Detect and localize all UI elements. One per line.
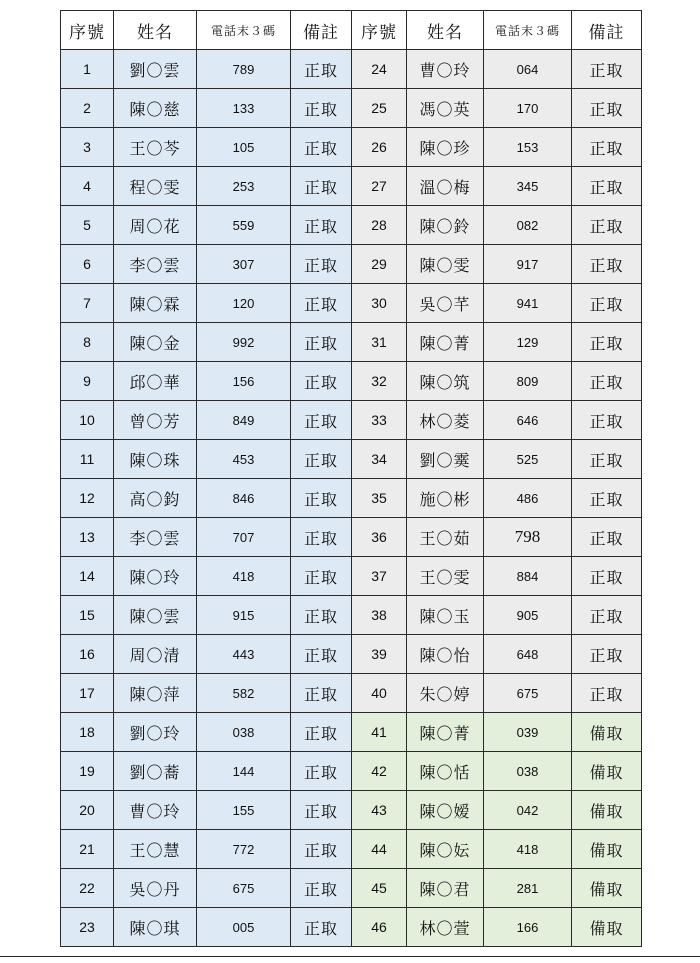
left-cell-note: 正取	[291, 557, 352, 596]
right-cell-phone: 648	[484, 635, 572, 674]
right-cell-note: 正取	[572, 557, 642, 596]
left-cell-name: 高〇鈞	[114, 479, 197, 518]
left-cell-note: 正取	[291, 440, 352, 479]
header-note-left: 備註	[291, 11, 352, 50]
left-cell-no: 11	[61, 440, 114, 479]
right-cell-name: 曹〇玲	[407, 50, 484, 89]
right-cell-name: 陳〇筑	[407, 362, 484, 401]
left-cell-no: 10	[61, 401, 114, 440]
left-cell-no: 15	[61, 596, 114, 635]
admission-list-table	[60, 10, 642, 947]
header-name-right: 姓名	[407, 11, 484, 50]
left-cell-note: 正取	[291, 596, 352, 635]
right-cell-phone: 039	[484, 713, 572, 752]
left-cell-name: 陳〇玲	[114, 557, 197, 596]
table-row	[61, 362, 642, 401]
left-cell-no: 14	[61, 557, 114, 596]
right-cell-no: 45	[352, 869, 407, 908]
right-cell-no: 32	[352, 362, 407, 401]
right-cell-no: 42	[352, 752, 407, 791]
table-row	[61, 245, 642, 284]
left-cell-name: 邱〇華	[114, 362, 197, 401]
right-cell-name: 陳〇恬	[407, 752, 484, 791]
left-cell-name: 陳〇霖	[114, 284, 197, 323]
left-cell-note: 正取	[291, 518, 352, 557]
right-cell-name: 陳〇菁	[407, 713, 484, 752]
left-cell-note: 正取	[291, 908, 352, 947]
left-cell-no: 17	[61, 674, 114, 713]
left-cell-note: 正取	[291, 167, 352, 206]
right-cell-note: 備取	[572, 752, 642, 791]
right-cell-phone: 809	[484, 362, 572, 401]
right-cell-note: 正取	[572, 518, 642, 557]
right-cell-name: 溫〇梅	[407, 167, 484, 206]
right-cell-note: 正取	[572, 128, 642, 167]
right-cell-phone: 525	[484, 440, 572, 479]
left-cell-name: 陳〇珠	[114, 440, 197, 479]
left-cell-name: 陳〇萍	[114, 674, 197, 713]
left-cell-phone: 253	[197, 167, 291, 206]
right-cell-name: 陳〇君	[407, 869, 484, 908]
right-cell-name: 陳〇菁	[407, 323, 484, 362]
right-cell-note: 備取	[572, 869, 642, 908]
left-cell-phone: 307	[197, 245, 291, 284]
right-cell-note: 正取	[572, 635, 642, 674]
left-cell-phone: 453	[197, 440, 291, 479]
left-cell-note: 正取	[291, 206, 352, 245]
right-cell-name: 王〇雯	[407, 557, 484, 596]
left-cell-no: 12	[61, 479, 114, 518]
right-cell-note: 正取	[572, 674, 642, 713]
right-cell-name: 王〇茹	[407, 518, 484, 557]
table-row	[61, 869, 642, 908]
table-row	[61, 128, 642, 167]
table-row	[61, 713, 642, 752]
table-row	[61, 50, 642, 89]
left-cell-phone: 418	[197, 557, 291, 596]
right-cell-note: 正取	[572, 323, 642, 362]
left-cell-phone: 133	[197, 89, 291, 128]
right-cell-name: 陳〇雯	[407, 245, 484, 284]
left-cell-phone: 707	[197, 518, 291, 557]
right-cell-note: 正取	[572, 50, 642, 89]
right-cell-note: 正取	[572, 596, 642, 635]
right-cell-no: 40	[352, 674, 407, 713]
left-cell-name: 李〇雲	[114, 518, 197, 557]
right-cell-note: 正取	[572, 284, 642, 323]
right-cell-no: 37	[352, 557, 407, 596]
left-cell-phone: 849	[197, 401, 291, 440]
left-cell-name: 李〇雲	[114, 245, 197, 284]
table-row	[61, 401, 642, 440]
left-cell-name: 周〇清	[114, 635, 197, 674]
right-cell-no: 46	[352, 908, 407, 947]
right-cell-no: 41	[352, 713, 407, 752]
table-row	[61, 557, 642, 596]
table-row	[61, 635, 642, 674]
right-cell-name: 陳〇珍	[407, 128, 484, 167]
table-row	[61, 791, 642, 830]
right-cell-note: 正取	[572, 479, 642, 518]
table-row	[61, 518, 642, 557]
left-cell-note: 正取	[291, 791, 352, 830]
table-row	[61, 206, 642, 245]
left-cell-name: 曹〇玲	[114, 791, 197, 830]
right-cell-no: 35	[352, 479, 407, 518]
left-cell-no: 2	[61, 89, 114, 128]
right-cell-name: 陳〇怡	[407, 635, 484, 674]
left-cell-no: 21	[61, 830, 114, 869]
right-cell-name: 劉〇霙	[407, 440, 484, 479]
left-cell-no: 16	[61, 635, 114, 674]
left-cell-phone: 120	[197, 284, 291, 323]
left-cell-phone: 144	[197, 752, 291, 791]
right-cell-note: 正取	[572, 440, 642, 479]
left-cell-name: 程〇雯	[114, 167, 197, 206]
left-cell-phone: 582	[197, 674, 291, 713]
right-cell-no: 28	[352, 206, 407, 245]
right-cell-name: 陳〇玉	[407, 596, 484, 635]
left-cell-no: 18	[61, 713, 114, 752]
table-row	[61, 674, 642, 713]
left-cell-note: 正取	[291, 362, 352, 401]
admission-list-table-container	[60, 10, 641, 947]
right-cell-phone: 129	[484, 323, 572, 362]
right-cell-no: 30	[352, 284, 407, 323]
right-cell-note: 備取	[572, 791, 642, 830]
left-cell-name: 王〇芩	[114, 128, 197, 167]
table-row	[61, 167, 642, 206]
right-cell-note: 備取	[572, 713, 642, 752]
left-cell-note: 正取	[291, 674, 352, 713]
table-row	[61, 752, 642, 791]
table-row	[61, 596, 642, 635]
table-row	[61, 440, 642, 479]
left-cell-phone: 105	[197, 128, 291, 167]
left-cell-note: 正取	[291, 245, 352, 284]
left-cell-note: 正取	[291, 869, 352, 908]
header-phone-left: 電話末３碼	[197, 11, 291, 50]
left-cell-name: 吳〇丹	[114, 869, 197, 908]
left-cell-name: 周〇花	[114, 206, 197, 245]
left-cell-no: 5	[61, 206, 114, 245]
table-row	[61, 479, 642, 518]
right-cell-name: 馮〇英	[407, 89, 484, 128]
left-cell-note: 正取	[291, 50, 352, 89]
left-cell-no: 3	[61, 128, 114, 167]
left-cell-note: 正取	[291, 830, 352, 869]
right-cell-no: 33	[352, 401, 407, 440]
right-cell-phone: 170	[484, 89, 572, 128]
left-cell-phone: 038	[197, 713, 291, 752]
right-cell-no: 38	[352, 596, 407, 635]
left-cell-no: 20	[61, 791, 114, 830]
left-cell-no: 6	[61, 245, 114, 284]
right-cell-note: 備取	[572, 830, 642, 869]
left-cell-phone: 443	[197, 635, 291, 674]
right-cell-name: 吳〇芊	[407, 284, 484, 323]
left-cell-name: 劉〇玲	[114, 713, 197, 752]
left-cell-phone: 992	[197, 323, 291, 362]
left-cell-no: 23	[61, 908, 114, 947]
table-row	[61, 908, 642, 947]
left-cell-name: 陳〇慈	[114, 89, 197, 128]
right-cell-phone: 418	[484, 830, 572, 869]
left-cell-no: 22	[61, 869, 114, 908]
left-cell-name: 陳〇雲	[114, 596, 197, 635]
left-cell-note: 正取	[291, 323, 352, 362]
left-cell-no: 1	[61, 50, 114, 89]
left-cell-phone: 156	[197, 362, 291, 401]
right-cell-no: 36	[352, 518, 407, 557]
right-cell-phone: 345	[484, 167, 572, 206]
right-cell-no: 26	[352, 128, 407, 167]
right-cell-note: 正取	[572, 167, 642, 206]
table-row	[61, 830, 642, 869]
right-cell-note: 正取	[572, 89, 642, 128]
left-cell-phone: 789	[197, 50, 291, 89]
right-cell-phone: 486	[484, 479, 572, 518]
table-body	[61, 50, 642, 947]
right-cell-phone: 917	[484, 245, 572, 284]
right-cell-note: 正取	[572, 245, 642, 284]
table-row	[61, 323, 642, 362]
left-cell-no: 19	[61, 752, 114, 791]
right-cell-phone: 153	[484, 128, 572, 167]
right-cell-name: 陳〇鈴	[407, 206, 484, 245]
left-cell-name: 曾〇芳	[114, 401, 197, 440]
header-name-left: 姓名	[114, 11, 197, 50]
right-cell-note: 正取	[572, 206, 642, 245]
right-cell-no: 25	[352, 89, 407, 128]
left-cell-note: 正取	[291, 284, 352, 323]
left-cell-name: 劉〇雲	[114, 50, 197, 89]
left-cell-no: 13	[61, 518, 114, 557]
left-cell-phone: 846	[197, 479, 291, 518]
left-cell-phone: 675	[197, 869, 291, 908]
left-cell-phone: 559	[197, 206, 291, 245]
left-cell-no: 4	[61, 167, 114, 206]
left-cell-no: 9	[61, 362, 114, 401]
header-no-right: 序號	[352, 11, 407, 50]
right-cell-phone: 646	[484, 401, 572, 440]
right-cell-phone: 884	[484, 557, 572, 596]
right-cell-no: 27	[352, 167, 407, 206]
right-cell-phone: 941	[484, 284, 572, 323]
header-phone-right: 電話末３碼	[484, 11, 572, 50]
right-cell-name: 朱〇婷	[407, 674, 484, 713]
page-bottom-rule	[0, 956, 700, 957]
left-cell-name: 王〇慧	[114, 830, 197, 869]
left-cell-note: 正取	[291, 89, 352, 128]
left-cell-phone: 772	[197, 830, 291, 869]
left-cell-name: 陳〇琪	[114, 908, 197, 947]
left-cell-no: 7	[61, 284, 114, 323]
left-cell-name: 陳〇金	[114, 323, 197, 362]
right-cell-note: 備取	[572, 908, 642, 947]
left-cell-note: 正取	[291, 401, 352, 440]
left-cell-phone: 155	[197, 791, 291, 830]
left-cell-note: 正取	[291, 635, 352, 674]
left-cell-note: 正取	[291, 752, 352, 791]
right-cell-phone: 166	[484, 908, 572, 947]
right-cell-phone: 064	[484, 50, 572, 89]
left-cell-note: 正取	[291, 713, 352, 752]
right-cell-phone: 038	[484, 752, 572, 791]
left-cell-note: 正取	[291, 479, 352, 518]
right-cell-phone: 798	[484, 518, 572, 557]
header-row	[61, 11, 642, 50]
right-cell-phone: 675	[484, 674, 572, 713]
right-cell-no: 31	[352, 323, 407, 362]
right-cell-phone: 082	[484, 206, 572, 245]
right-cell-note: 正取	[572, 362, 642, 401]
left-cell-name: 劉〇蕎	[114, 752, 197, 791]
right-cell-name: 陳〇妘	[407, 830, 484, 869]
left-cell-phone: 915	[197, 596, 291, 635]
right-cell-no: 29	[352, 245, 407, 284]
left-cell-phone: 005	[197, 908, 291, 947]
right-cell-no: 24	[352, 50, 407, 89]
right-cell-phone: 905	[484, 596, 572, 635]
right-cell-phone: 042	[484, 791, 572, 830]
header-note-right: 備註	[572, 11, 642, 50]
right-cell-name: 林〇菱	[407, 401, 484, 440]
table-row	[61, 89, 642, 128]
right-cell-name: 施〇彬	[407, 479, 484, 518]
left-cell-no: 8	[61, 323, 114, 362]
right-cell-note: 正取	[572, 401, 642, 440]
right-cell-phone: 281	[484, 869, 572, 908]
right-cell-no: 44	[352, 830, 407, 869]
right-cell-no: 39	[352, 635, 407, 674]
right-cell-no: 34	[352, 440, 407, 479]
header-no-left: 序號	[61, 11, 114, 50]
right-cell-name: 陳〇嫒	[407, 791, 484, 830]
table-row	[61, 284, 642, 323]
right-cell-name: 林〇萱	[407, 908, 484, 947]
left-cell-note: 正取	[291, 128, 352, 167]
right-cell-no: 43	[352, 791, 407, 830]
